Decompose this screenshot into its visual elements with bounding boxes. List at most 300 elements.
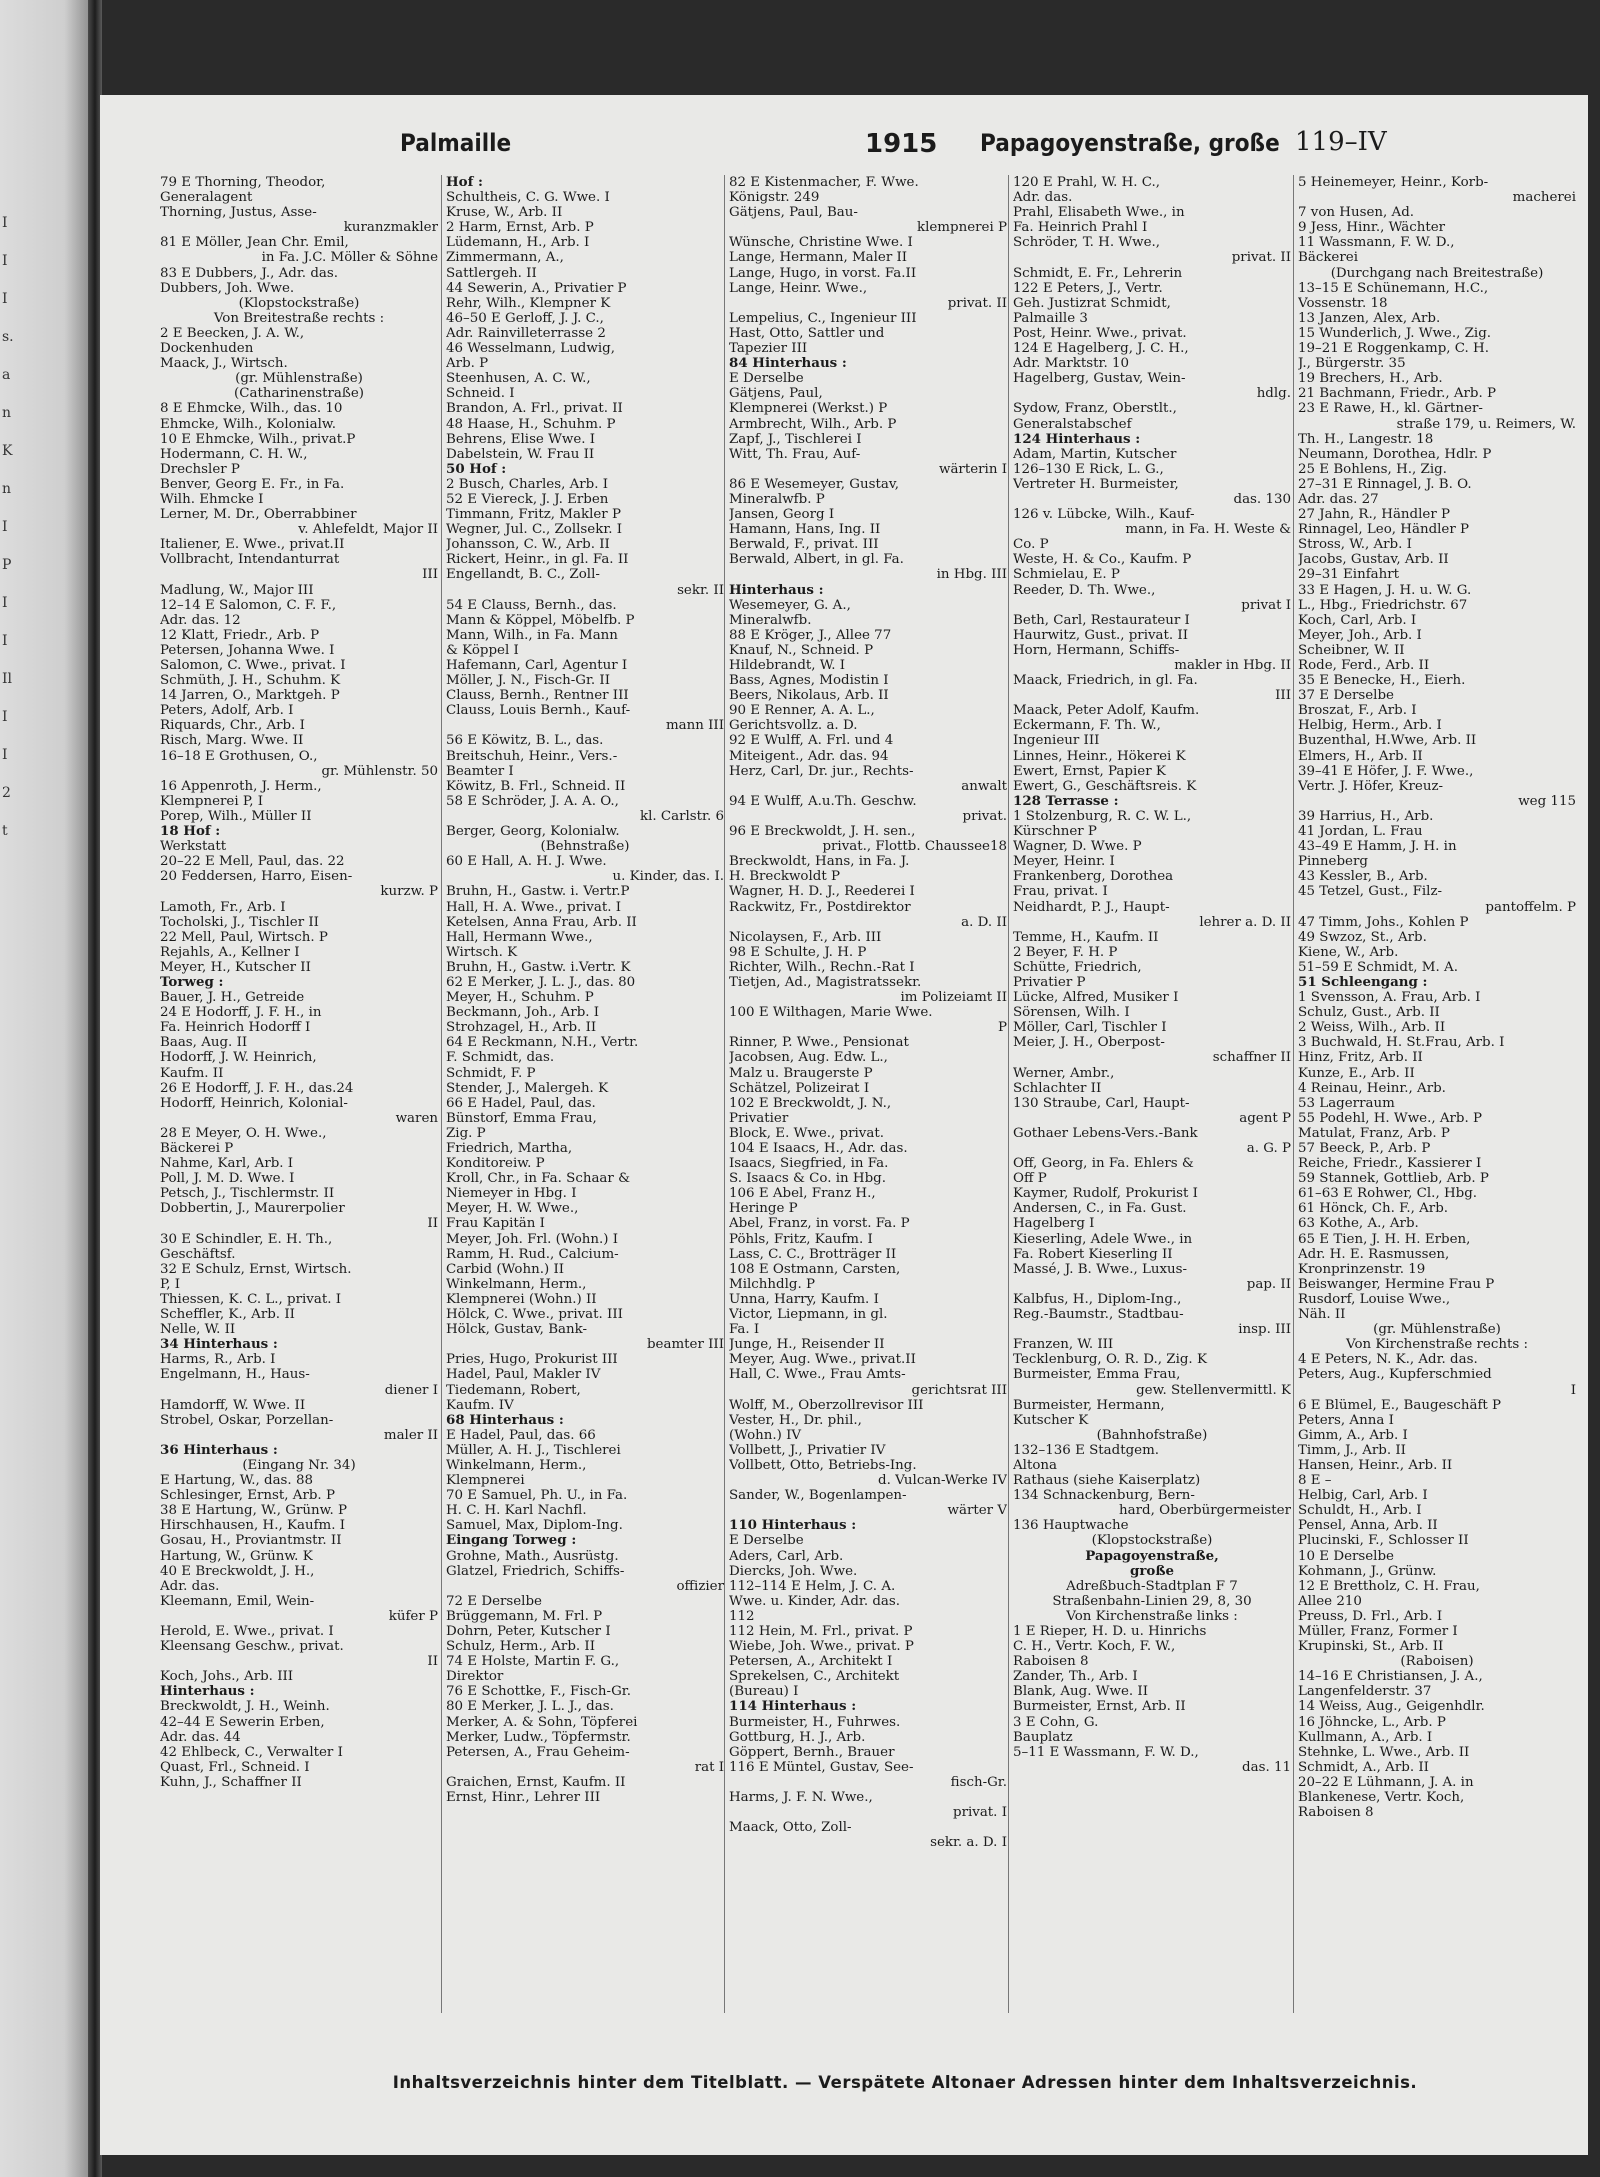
directory-line: Berger, Georg, Kolonialw. (446, 824, 620, 840)
directory-line: Madlung, W., Major III (160, 582, 314, 598)
directory-line: 46–50 E Gerloff, J. J. C., (446, 310, 604, 326)
directory-line: Hadel, Paul, Makler IV (446, 1367, 601, 1383)
directory-line: Meier, J. H., Oberpost- (1013, 1035, 1165, 1051)
directory-line: weg 115 (1518, 793, 1576, 809)
directory-line: 19–21 E Roggenkamp, C. H. (1298, 341, 1489, 357)
directory-line: 48 Haase, H., Schuhm. P (446, 416, 616, 432)
directory-line: Massé, J. B. Wwe., Luxus- (1013, 1261, 1188, 1277)
directory-line: Rehr, Wilh., Klempner K (446, 295, 611, 311)
directory-line: 27–31 E Rinnagel, J. B. O. (1298, 476, 1472, 492)
directory-line: Carbid (Wohn.) II (446, 1261, 565, 1277)
directory-line: Gätjens, Paul, Bau- (729, 205, 858, 221)
directory-line: Benver, Georg E. Fr., in Fa. (160, 476, 345, 492)
directory-line: 36 Hinterhaus : (160, 1442, 278, 1458)
directory-line: 27 Jahn, R., Händler P (1298, 507, 1450, 523)
directory-line: Thiessen, K. C. L., privat. I (160, 1291, 342, 1307)
directory-line: hard, Oberbürgermeister (1119, 1503, 1291, 1519)
directory-line: Richter, Wilh., Rechn.-Rat I (729, 959, 915, 975)
directory-line: 38 E Hartung, W., Grünw. P (160, 1503, 348, 1519)
directory-line: 53 Lagerraum (1298, 1095, 1395, 1111)
directory-line: 104 E Isaacs, H., Adr. das. (729, 1141, 908, 1156)
directory-line: Grohne, Math., Ausrüstg. (446, 1548, 619, 1564)
margin-mark: t (2, 823, 8, 839)
directory-line: Kohmann, J., Grünw. (1298, 1563, 1437, 1579)
directory-line: 126 v. Lübcke, Wilh., Kauf- (1013, 507, 1195, 523)
directory-line: Straßenbahn-Linien 29, 8, 30 (1052, 1593, 1252, 1609)
directory-line: Blankenese, Vertr. Koch, (1298, 1790, 1465, 1806)
directory-line: Hof : (446, 175, 483, 190)
directory-line: Schmidt, F. P (446, 1065, 536, 1081)
directory-line: C. H., Vertr. Koch, F. W., (1013, 1639, 1176, 1655)
directory-line: Herz, Carl, Dr. jur., Rechts- (729, 763, 914, 779)
directory-line: 6 E Blümel, E., Baugeschäft P (1298, 1397, 1502, 1413)
directory-line: 42 Ehlbeck, C., Verwalter I (160, 1744, 343, 1760)
directory-line: Müller, A. H. J., Tischlerei (446, 1442, 621, 1458)
directory-line: Beers, Nikolaus, Arb. II (729, 688, 889, 704)
directory-line: Zapf, J., Tischlerei I (729, 431, 862, 447)
directory-line: (gr. Mühlenstraße) (1373, 1322, 1501, 1338)
directory-line: 43–49 E Hamm, J. H. in (1298, 839, 1457, 855)
directory-line: 2 Beyer, F. H. P (1013, 944, 1118, 960)
directory-line: gerichtsrat III (911, 1382, 1007, 1398)
directory-line: Tiedemann, Robert, (446, 1382, 581, 1398)
directory-line: Graichen, Ernst, Kaufm. II (446, 1774, 626, 1790)
directory-line: 96 E Breckwoldt, J. H. sen., (729, 824, 916, 840)
directory-line: Bäckerei (1298, 250, 1358, 266)
directory-line: Adr. H. E. Rasmussen, (1298, 1246, 1450, 1262)
directory-line: Rickert, Heinr., in gl. Fa. II (446, 552, 629, 568)
directory-line: Geschäftsf. (160, 1246, 236, 1262)
directory-line: 5 Heinemeyer, Heinr., Korb- (1298, 175, 1489, 190)
directory-line: Von Breitestraße rechts : (213, 310, 385, 326)
directory-line: (gr. Mühlenstraße) (235, 371, 363, 387)
directory-line: Kutscher K (1013, 1412, 1089, 1428)
directory-line: Lass, C. C., Brotträger II (729, 1246, 897, 1262)
directory-line: 19 Brechers, H., Arb. (1298, 371, 1443, 387)
directory-line: Merker, Ludw., Töpfermstr. (446, 1729, 631, 1745)
directory-line: Linnes, Heinr., Hökerei K (1013, 748, 1186, 764)
directory-line: Ernst, Hinr., Lehrer III (446, 1790, 601, 1806)
directory-line: 84 Hinterhaus : (729, 356, 847, 372)
directory-line: hdlg. (1256, 386, 1291, 402)
directory-line: privat., Flottb. Chaussee18 (822, 839, 1007, 855)
directory-line: Neidhardt, P. J., Haupt- (1013, 899, 1170, 915)
directory-line: Ramm, H. Rud., Calcium- (446, 1246, 619, 1262)
directory-line: 1 E Rieper, H. D. u. Hinrichs (1013, 1624, 1207, 1639)
directory-line: Samuel, Max, Diplom-Ing. (446, 1518, 623, 1534)
directory-line: Hölck, Gustav, Bank- (446, 1322, 588, 1338)
directory-line: E Derselbe (729, 371, 804, 387)
directory-line: 61–63 E Rohwer, Cl., Hbg. (1298, 1186, 1478, 1202)
directory-line: Nelle, W. II (160, 1322, 236, 1338)
directory-line: Meyer, H., Kutscher II (160, 959, 311, 975)
directory-line: Andersen, C., in Fa. Gust. (1013, 1201, 1187, 1217)
directory-line: Köwitz, B. Frl., Schneid. II (446, 778, 626, 794)
directory-line: sekr. a. D. I (930, 1835, 1007, 1851)
directory-line: 86 E Wesemeyer, Gustav, (729, 476, 900, 492)
directory-line: 28 E Meyer, O. H. Wwe., (160, 1125, 327, 1141)
directory-line: Kaufm. IV (446, 1397, 514, 1413)
directory-line: Göppert, Bernh., Brauer (729, 1744, 895, 1760)
directory-line: Maack, Friedrich, in gl. Fa. (1013, 673, 1198, 689)
directory-line: Heringe P (729, 1201, 798, 1217)
directory-line: III (422, 567, 438, 583)
directory-line: Papagoyenstraße, (1085, 1548, 1219, 1564)
directory-line: offizier (676, 1578, 724, 1594)
directory-line: Harms, R., Arb. I (160, 1352, 276, 1368)
directory-line: Wiebe, Joh. Wwe., privat. P (729, 1639, 914, 1655)
directory-line: Rinner, P. Wwe., Pensionat (729, 1035, 909, 1051)
directory-line: Koch, Carl, Arb. I (1298, 612, 1417, 628)
directory-line: 116 E Müntel, Gustav, See- (729, 1759, 914, 1775)
directory-line: 8 E – (1298, 1473, 1332, 1489)
directory-line: 110 Hinterhaus : (729, 1518, 857, 1534)
directory-line: Salomon, C. Wwe., privat. I (160, 658, 346, 673)
directory-line: Berwald, F., privat. III (729, 537, 879, 553)
directory-line: Lange, Heinr. Wwe., (729, 280, 868, 296)
directory-line: Lüdemann, H., Arb. I (446, 235, 590, 251)
directory-line: (Catharinenstraße) (233, 386, 365, 402)
directory-line: waren (395, 1110, 438, 1126)
directory-line: Meyer, Aug. Wwe., privat.II (729, 1352, 916, 1368)
directory-line: 25 E Bohlens, H., Zig. (1298, 461, 1447, 477)
directory-line: privat. II (947, 295, 1007, 311)
directory-line: Maack, Otto, Zoll- (729, 1820, 852, 1836)
directory-line: 76 E Schottke, F., Fisch-Gr. (446, 1684, 631, 1700)
directory-line: 1 Svensson, A. Frau, Arb. I (1298, 990, 1481, 1006)
directory-line: Peters, Anna I (1298, 1412, 1394, 1428)
directory-line: Tietjen, Ad., Magistratssekr. (729, 974, 922, 990)
directory-line: Abel, Franz, in vorst. Fa. P (729, 1216, 910, 1232)
directory-line: Schmidt, E. Fr., Lehrerin (1013, 265, 1183, 281)
directory-line: u. Kinder, das. I. (612, 869, 724, 885)
directory-line: 3 Buchwald, H. St.Frau, Arb. I (1298, 1035, 1505, 1051)
directory-line: 64 E Reckmann, N.H., Vertr. (446, 1035, 639, 1051)
directory-line: E Hadel, Paul, das. 66 (446, 1427, 596, 1443)
directory-line: 112 Hein, M. Frl., privat. P (729, 1624, 913, 1639)
directory-line: Zig. P (446, 1125, 486, 1141)
directory-line: Hall, Hermann Wwe., (446, 929, 593, 945)
margin-mark: a (2, 367, 11, 383)
directory-line: 68 Hinterhaus : (446, 1412, 564, 1428)
directory-line: 51 Schleengang : (1298, 974, 1428, 990)
directory-line: L., Hbg., Friedrichstr. 67 (1298, 597, 1468, 613)
directory-line: Kruse, W., Arb. II (446, 205, 563, 221)
directory-line: mann III (665, 718, 724, 734)
directory-line: 79 E Thorning, Theodor, (160, 175, 326, 190)
directory-line: Witt, Th. Frau, Auf- (729, 446, 861, 462)
margin-mark: I (2, 709, 8, 725)
directory-line: anwalt (961, 778, 1007, 794)
directory-line: Ewert, Ernst, Papier K (1013, 763, 1166, 779)
directory-line: Horn, Hermann, Schiffs- (1013, 642, 1180, 658)
directory-line: 83 E Dubbers, J., Adr. das. (160, 265, 339, 281)
directory-line: S. Isaacs & Co. in Hbg. (729, 1171, 886, 1187)
directory-line: E Hartung, W., das. 88 (160, 1473, 313, 1489)
directory-line: 94 E Wulff, A.u.Th. Geschw. (729, 793, 917, 809)
directory-line: Peters, Adolf, Arb. I (160, 703, 294, 719)
directory-line: 12 Klatt, Friedr., Arb. P (160, 627, 320, 643)
directory-line: 42–44 E Sewerin Erben, (160, 1714, 325, 1730)
directory-line: (Klopstockstraße) (238, 295, 360, 311)
directory-line: F. Schmidt, das. (446, 1050, 555, 1066)
directory-line: Niemeyer in Hbg. I (446, 1186, 577, 1202)
margin-mark: Il (2, 671, 13, 687)
directory-line: Adam, Martin, Kutscher (1013, 446, 1177, 462)
directory-line: beamter III (646, 1337, 724, 1353)
directory-line: Zimmermann, A., (446, 250, 564, 266)
directory-line: 29–31 Einfahrt (1298, 567, 1400, 583)
directory-line: Post, Heinr. Wwe., privat. (1013, 325, 1187, 341)
directory-line: Buzenthal, H.Wwe, Arb. II (1298, 733, 1477, 749)
directory-line: Gottburg, H. J., Arb. (729, 1729, 866, 1745)
directory-line: 18 Hof : (160, 824, 221, 840)
directory-line: Nicolaysen, F., Arb. III (729, 929, 882, 945)
directory-line: Hagelberg, Gustav, Wein- (1013, 371, 1186, 387)
directory-line: große (1129, 1563, 1175, 1579)
directory-line: 3 E Cohn, G. (1013, 1714, 1099, 1730)
directory-line: Clauss, Louis Bernh., Kauf- (446, 703, 631, 719)
directory-line: gr. Mühlenstr. 50 (321, 763, 438, 779)
directory-line: maler II (383, 1427, 438, 1443)
directory-line: II (427, 1654, 438, 1670)
directory-line: Lange, Hugo, in vorst. Fa.II (729, 265, 917, 281)
directory-line: Beckmann, Joh., Arb. I (446, 1005, 600, 1021)
directory-line: Neumann, Dorothea, Hdlr. P (1298, 446, 1492, 462)
directory-line: Rathaus (siehe Kaiserplatz) (1013, 1473, 1201, 1489)
directory-line: 22 Mell, Paul, Wirtsch. P (160, 929, 328, 945)
directory-line: Tocholski, J., Tischler II (160, 914, 319, 930)
directory-line: 132–136 E Stadtgem. (1013, 1442, 1160, 1458)
directory-line: Gosau, H., Proviantmstr. II (160, 1533, 342, 1549)
directory-line: Broszat, F., Arb. I (1298, 703, 1417, 719)
margin-mark: K (2, 443, 13, 459)
directory-line: Kaymer, Rudolf, Prokurist I (1013, 1186, 1198, 1202)
directory-line: 65 E Tien, J. H. H. Erben, (1298, 1231, 1471, 1247)
directory-line: (Raboisen) (1400, 1654, 1474, 1670)
directory-line: Isaacs, Siegfried, in Fa. (729, 1156, 889, 1172)
directory-line: insp. III (1238, 1322, 1291, 1338)
directory-line: rat I (694, 1759, 724, 1775)
directory-line: 122 E Peters, J., Vertr. (1013, 280, 1163, 296)
directory-line: H. Breckwoldt P (729, 869, 840, 885)
margin-mark: P (2, 557, 12, 573)
directory-line: Frau, privat. I (1013, 884, 1108, 900)
directory-line: Vollbracht, Intendanturrat (160, 552, 340, 568)
directory-line: Petersen, A., Frau Geheim- (446, 1744, 630, 1760)
directory-line: Hinz, Fritz, Arb. II (1298, 1050, 1423, 1066)
directory-line: Kleensang Geschw., privat. (160, 1639, 344, 1655)
directory-line: Aders, Carl, Arb. (729, 1548, 844, 1564)
margin-mark: I (2, 633, 8, 649)
directory-line: Burmeister, Hermann, (1013, 1397, 1165, 1413)
directory-line: Herold, E. Wwe., privat. I (160, 1624, 334, 1639)
directory-line: kuranzmakler (343, 220, 438, 236)
directory-line: III (1275, 688, 1291, 704)
directory-line: Blank, Aug. Wwe. II (1013, 1684, 1148, 1700)
directory-line: Jansen, Georg I (729, 507, 835, 523)
directory-line: Torweg : (160, 974, 224, 990)
page-number: 119–IV (1295, 127, 1387, 157)
directory-line: Klempnerei (Wohn.) II (446, 1291, 597, 1307)
directory-line: Lange, Hermann, Maler II (729, 250, 908, 266)
directory-line: Hafemann, Carl, Agentur I (446, 658, 628, 673)
address-column-3 (729, 175, 1007, 2015)
directory-line: 16 Appenroth, J. Herm., (160, 778, 322, 794)
directory-line: 26 E Hodorff, J. F. H., das.24 (160, 1080, 354, 1096)
directory-line: Vollbett, Otto, Betriebs-Ing. (729, 1457, 917, 1473)
directory-line: Brüggemann, M. Frl. P (446, 1608, 603, 1624)
directory-line: küfer P (388, 1608, 438, 1624)
directory-line: Beth, Carl, Restaurateur I (1013, 612, 1190, 628)
directory-line: Generalagent (160, 190, 253, 206)
directory-line: 16–18 E Grothusen, O., (160, 748, 318, 764)
directory-line: Sörensen, Wilh. I (1013, 1005, 1130, 1021)
directory-line: privat. I (953, 1805, 1007, 1821)
directory-line: Strohzagel, H., Arb. II (446, 1020, 597, 1036)
directory-line: in Fa. J.C. Möller & Söhne (261, 250, 438, 266)
directory-line: Risch, Marg. Wwe. II (160, 733, 304, 749)
directory-line: Temme, H., Kaufm. II (1013, 929, 1159, 945)
directory-line: 56 E Köwitz, B. L., das. (446, 733, 604, 749)
directory-line: Ehmcke, Wilh., Kolonialw. (160, 416, 336, 432)
directory-line: Prahl, Elisabeth Wwe., in (1013, 205, 1185, 221)
directory-line: 50 Hof : (446, 461, 507, 477)
directory-line: 9 Jess, Hinr., Wächter (1298, 220, 1446, 236)
directory-line: Lücke, Alfred, Musiker I (1013, 990, 1179, 1006)
directory-line: 14 Weiss, Aug., Geigenhdlr. (1298, 1699, 1485, 1715)
directory-line: Wesemeyer, G. A., (729, 597, 851, 613)
header-left-street: Palmaille (400, 129, 512, 157)
directory-line: Baas, Aug. II (160, 1035, 248, 1051)
directory-line: Bauer, J. H., Getreide (160, 990, 305, 1006)
directory-line: 92 E Wulff, A. Frl. und 4 (729, 733, 894, 749)
directory-line: 30 E Schindler, E. H. Th., (160, 1231, 333, 1247)
directory-line: Schultheis, C. G. Wwe. I (446, 190, 610, 206)
directory-line: Breckwoldt, Hans, in Fa. J. (729, 854, 910, 870)
directory-line: 51–59 E Schmidt, M. A. (1298, 959, 1458, 975)
directory-line: Wolff, M., Oberzollrevisor III (729, 1397, 924, 1413)
directory-line: Werkstatt (160, 839, 227, 855)
directory-line: 15 Wunderlich, J. Wwe., Zig. (1298, 325, 1492, 341)
directory-line: 13 Janzen, Alex, Arb. (1298, 310, 1441, 326)
directory-line: Winkelmann, Herm., (446, 1457, 587, 1473)
directory-line: Von Kirchenstraße rechts : (1346, 1337, 1528, 1353)
directory-line: P, I (160, 1276, 181, 1292)
directory-line: Langenfelderstr. 37 (1298, 1684, 1432, 1700)
directory-line: Stender, J., Malergeh. K (446, 1080, 609, 1096)
directory-line: Tapezier III (729, 341, 808, 357)
directory-line: Meyer, Joh., Arb. I (1298, 627, 1422, 643)
directory-line: 46 Wesselmann, Ludwig, (446, 341, 615, 357)
directory-line: Maack, Peter Adolf, Kaufm. (1013, 703, 1200, 719)
directory-line: Adreßbuch-Stadtplan F 7 (1066, 1578, 1238, 1594)
directory-line: Raboisen 8 (1013, 1654, 1089, 1670)
directory-line: Kieserling, Adele Wwe., in (1013, 1231, 1193, 1247)
directory-line: agent P (1239, 1110, 1291, 1126)
directory-line: sekr. II (677, 582, 724, 598)
directory-line: II (427, 1216, 438, 1232)
directory-line: 5–11 E Wassmann, F. W. D., (1013, 1744, 1199, 1760)
directory-line: Wilh. Ehmcke I (160, 491, 264, 507)
directory-line: Hirschhausen, H., Kaufm. I (160, 1518, 346, 1534)
directory-line: diener I (384, 1382, 438, 1398)
directory-line: Vertreter H. Burmeister, (1013, 476, 1179, 492)
directory-line: Clauss, Bernh., Rentner III (446, 688, 629, 704)
directory-line: 2 E Beecken, J. A. W., (160, 325, 305, 341)
directory-line: Adr. das. (160, 1578, 220, 1594)
directory-line: P (997, 1020, 1007, 1036)
directory-line: pantoffelm. P (1485, 899, 1576, 915)
directory-line: 126–130 E Rick, L. G., (1013, 461, 1164, 477)
directory-line: Dubbers, Joh. Wwe. (160, 280, 295, 296)
directory-line: Hall, C. Wwe., Frau Amts- (729, 1367, 906, 1383)
directory-line: Haurwitz, Gust., privat. II (1013, 627, 1189, 643)
directory-line: Wagner, H. D. J., Reederei I (729, 884, 915, 900)
directory-line: Hildebrandt, W. I (729, 658, 846, 673)
directory-line: fisch-Gr. (950, 1774, 1007, 1790)
directory-line: Wünsche, Christine Wwe. I (729, 235, 913, 251)
directory-line: 4 E Peters, N. K., Adr. das. (1298, 1352, 1478, 1368)
directory-line: Hodorff, Heinrich, Kolonial- (160, 1095, 348, 1111)
directory-line: schaffner II (1212, 1050, 1291, 1066)
directory-line: Rusdorf, Louise Wwe., (1298, 1291, 1451, 1307)
directory-line: Friedrich, Martha, (446, 1141, 573, 1156)
directory-line: 12 E Brettholz, C. H. Frau, (1298, 1578, 1480, 1594)
directory-line: 47 Timm, Johs., Kohlen P (1298, 914, 1469, 930)
directory-line: 74 E Holste, Martin F. G., (446, 1654, 620, 1670)
directory-line: Sydow, Franz, Oberstlt., (1013, 401, 1177, 417)
directory-line: Pries, Hugo, Prokurist III (446, 1352, 618, 1368)
directory-line: 16 Jöhncke, L., Arb. P (1298, 1714, 1446, 1730)
directory-line: Werner, Ambr., (1013, 1065, 1115, 1081)
directory-line: Stross, W., Arb. I (1298, 537, 1412, 553)
directory-line: 114 Hinterhaus : (729, 1699, 857, 1715)
directory-line: Breckwoldt, J. H., Weinh. (160, 1699, 330, 1715)
directory-line: 35 E Benecke, H., Eierh. (1298, 673, 1466, 689)
directory-line: 120 E Prahl, W. H. C., (1013, 175, 1161, 190)
directory-line: Pinneberg (1298, 854, 1368, 870)
directory-line: klempnerei P (916, 220, 1007, 236)
directory-line: Raboisen 8 (1298, 1805, 1374, 1821)
directory-line: Gimm, A., Arb. I (1298, 1427, 1408, 1443)
margin-mark: I (2, 253, 8, 269)
directory-page (100, 95, 1588, 2155)
directory-line: Mann, Wilh., in Fa. Mann (446, 627, 618, 643)
directory-line: Lerner, M. Dr., Oberrabbiner (160, 507, 357, 523)
directory-line: Breitschuh, Heinr., Vers.- (446, 748, 618, 764)
directory-line: Peters, Aug., Kupferschmied (1298, 1367, 1492, 1383)
directory-line: Geh. Justizrat Schmidt, (1013, 295, 1171, 311)
directory-line: Bäckerei P (160, 1141, 234, 1156)
directory-line: 112 (729, 1608, 755, 1624)
directory-line: Adr. Marktstr. 10 (1013, 356, 1130, 372)
margin-mark: n (2, 481, 12, 497)
directory-line: Schulz, Herm., Arb. II (446, 1639, 595, 1655)
directory-line: Wirtsch. K (446, 944, 518, 960)
directory-line: Sander, W., Bogenlampen- (729, 1488, 907, 1504)
directory-line: (Bahnhofstraße) (1096, 1427, 1208, 1443)
directory-line: mann, in Fa. H. Weste & (1125, 522, 1291, 538)
directory-line: v. Ahlefeldt, Major II (298, 522, 438, 538)
directory-line: 52 E Viereck, J. J. Erben (446, 491, 609, 507)
directory-line: 108 E Ostmann, Carsten, (729, 1261, 901, 1277)
directory-line: Stehnke, L. Wwe., Arb. II (1298, 1744, 1470, 1760)
directory-line: Hamann, Hans, Ing. II (729, 522, 881, 538)
directory-line: Rinnagel, Leo, Händler P (1298, 522, 1470, 538)
directory-line: (Behnstraße) (540, 839, 630, 855)
directory-line: Engelmann, H., Haus- (160, 1367, 310, 1383)
